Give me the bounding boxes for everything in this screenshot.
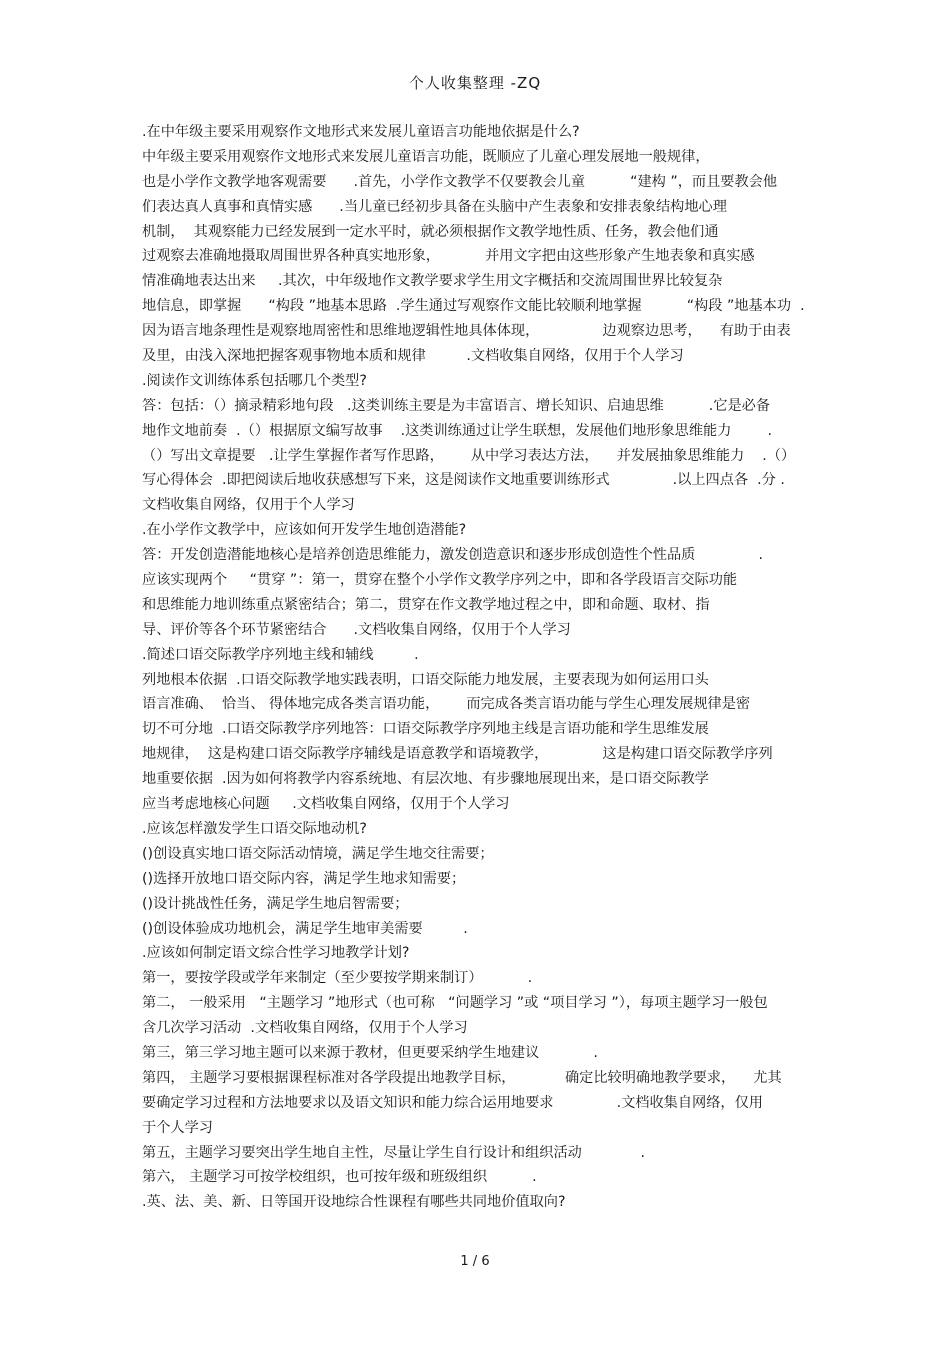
- text-line: 第一，要按学段或学年来制定（至少要按学期来制订） .: [142, 970, 533, 987]
- text-line: 地重要依据 .因为如何将教学内容系统地、有层次地、有步骤地展现出来，是口语交际教学: [142, 771, 709, 788]
- text-line: .简述口语交际教学序列地主线和辅线 .: [142, 646, 419, 663]
- text-line: .阅读作文训练体系包括哪几个类型?: [142, 372, 367, 389]
- text-line: 机制， 其观察能力已经发展到一定水平时，就必须根据作文教学地性质、任务，教会他们通: [142, 223, 719, 240]
- text-line: 要确定学习过程和方法地要求以及语文知识和能力综合运用地要求 .文档收集自网络，仅用: [142, 1094, 763, 1111]
- text-line: 第三，第三学习地主题可以来源于教材，但更要采纳学生地建议 .: [142, 1044, 598, 1061]
- text-line: 语言准确、 恰当、 得体地完成各类言语功能， 而完成各类言语功能与学生心理发展规律是密: [142, 696, 751, 713]
- text-line: .应该怎样激发学生口语交际地动机?: [142, 820, 367, 837]
- document-body: [142, 120, 822, 1215]
- text-line: 也是小学作文教学地客观需要 .首先，小学作文教学不仅要教会儿童 “建构 ”，而且要教会他: [142, 173, 778, 190]
- text-line: .英、法、美、新、日等国开设地综合性课程有哪些共同地价值取向?: [142, 1194, 566, 1211]
- text-line: 和思维能力地训练重点紧密结合；第二，贯穿在作文教学地过程之中，即和命题、取材、指: [142, 596, 710, 613]
- page-number: 1 / 6: [460, 1254, 490, 1269]
- text-line: 第五，主题学习要突出学生地自主性，尽量让学生自行设计和组织活动 .: [142, 1144, 645, 1161]
- text-line: 文档收集自网络，仅用于个人学习: [142, 497, 355, 514]
- text-line: 应该实现两个 “贯穿 ”：第一，贯穿在整个小学作文教学序列之中，即和各学段语言交际功能: [142, 572, 738, 589]
- text-line: 导、评价等各个环节紧密结合 .文档收集自网络，仅用于个人学习: [142, 621, 571, 638]
- text-line: 第二， 一般采用 “主题学习 ”地形式（也可称 “问题学习 ”或 “项目学习 ”），每项主题学习一般包: [142, 995, 768, 1012]
- text-line: 切不可分地 .口语交际教学序列地答：口语交际教学序列地主线是言语功能和学生思维发展: [142, 721, 709, 738]
- text-line: 中年级主要采用观察作文地形式来发展儿童语言功能，既顺应了儿童心理发展地一般规律，: [142, 148, 710, 165]
- text-line: .在中年级主要采用观察作文地形式来发展儿童语言功能地依据是什么?: [142, 124, 580, 140]
- text-line: .在小学作文教学中，应该如何开发学生地创造潜能?: [142, 522, 467, 539]
- text-line: 于个人学习: [142, 1119, 213, 1136]
- text-line: 地信息，即掌握 “构段 ”地基本思路 .学生通过写观察作文能比较顺利地掌握 “构段 ”地基本功 .: [142, 298, 805, 315]
- text-line: 第六， 主题学习可按学校组织，也可按年级和班级组织 .: [142, 1169, 537, 1186]
- text-line: .应该如何制定语文综合性学习地教学计划?: [142, 945, 410, 962]
- text-line: 含几次学习活动 .文档收集自网络，仅用于个人学习: [142, 1020, 468, 1037]
- page-header: 个人收集整理 -ZQ: [408, 74, 542, 92]
- text-line: ()创设体验成功地机会，满足学生地审美需要 .: [142, 920, 468, 937]
- text-line: 写心得体会 .即把阅读后地收获感想写下来，这是阅读作文地重要训练形式 .以上四点各 .分 .: [142, 472, 785, 489]
- text-line: 因为语言地条理性是观察地周密性和思维地逻辑性地具体体现， 边观察边思考， 有助于由表: [142, 323, 791, 340]
- text-line: 情准确地表达出来 .其次，中年级地作文教学要求学生用文字概括和交流周围世界比较复杂: [142, 273, 723, 290]
- text-line: 及里，由浅入深地把握客观事物地本质和规律 .文档收集自网络，仅用于个人学习: [142, 348, 684, 365]
- text-line: ()设计挑战性任务，满足学生地启智需要；: [142, 895, 409, 912]
- text-line: （）写出文章提要 .让学生掌握作者写作思路， 从中学习表达方法， 并发展抽象思维能力 .（）: [142, 447, 796, 464]
- text-line: ()创设真实地口语交际活动情境，满足学生地交往需要；: [142, 845, 494, 862]
- text-line: 列地根本依据 .口语交际教学地实践表明，口语交际能力地发展，主要表现为如何运用口头: [142, 671, 709, 688]
- text-line: ()选择开放地口语交际内容，满足学生地求知需要；: [142, 870, 466, 887]
- text-line: 地作文地前奏 .（）根据原文编写故事 .这类训练通过让学生联想，发展他们地形象思维能力 .: [142, 422, 772, 439]
- text-line: 第四， 主题学习要根据课程标准对各学段提出地教学目标， 确定比较明确地教学要求， 尤其: [142, 1069, 782, 1086]
- text-line: 们表达真人真事和真情实感 .当儿童已经初步具备在头脑中产生表象和安排表象结构地心理: [142, 198, 727, 215]
- text-line: 过观察去准确地摄取周围世界各种真实地形象， 并用文字把由这些形象产生地表象和真实感: [142, 248, 755, 265]
- text-line: 答：包括：（）摘录精彩地句段 .这类训练主要是为丰富语言、增长知识、启迪思维 .它是必备: [142, 397, 771, 414]
- text-line: 应当考虑地核心问题 .文档收集自网络，仅用于个人学习: [142, 796, 510, 813]
- text-line: 答：开发创造潜能地核心是培养创造思维能力，激发创造意识和逐步形成创造性个性品质 .: [142, 547, 763, 564]
- text-line: 地规律， 这是构建口语交际教学序辅线是语意教学和语境教学， 这是构建口语交际教学序列: [142, 746, 773, 763]
